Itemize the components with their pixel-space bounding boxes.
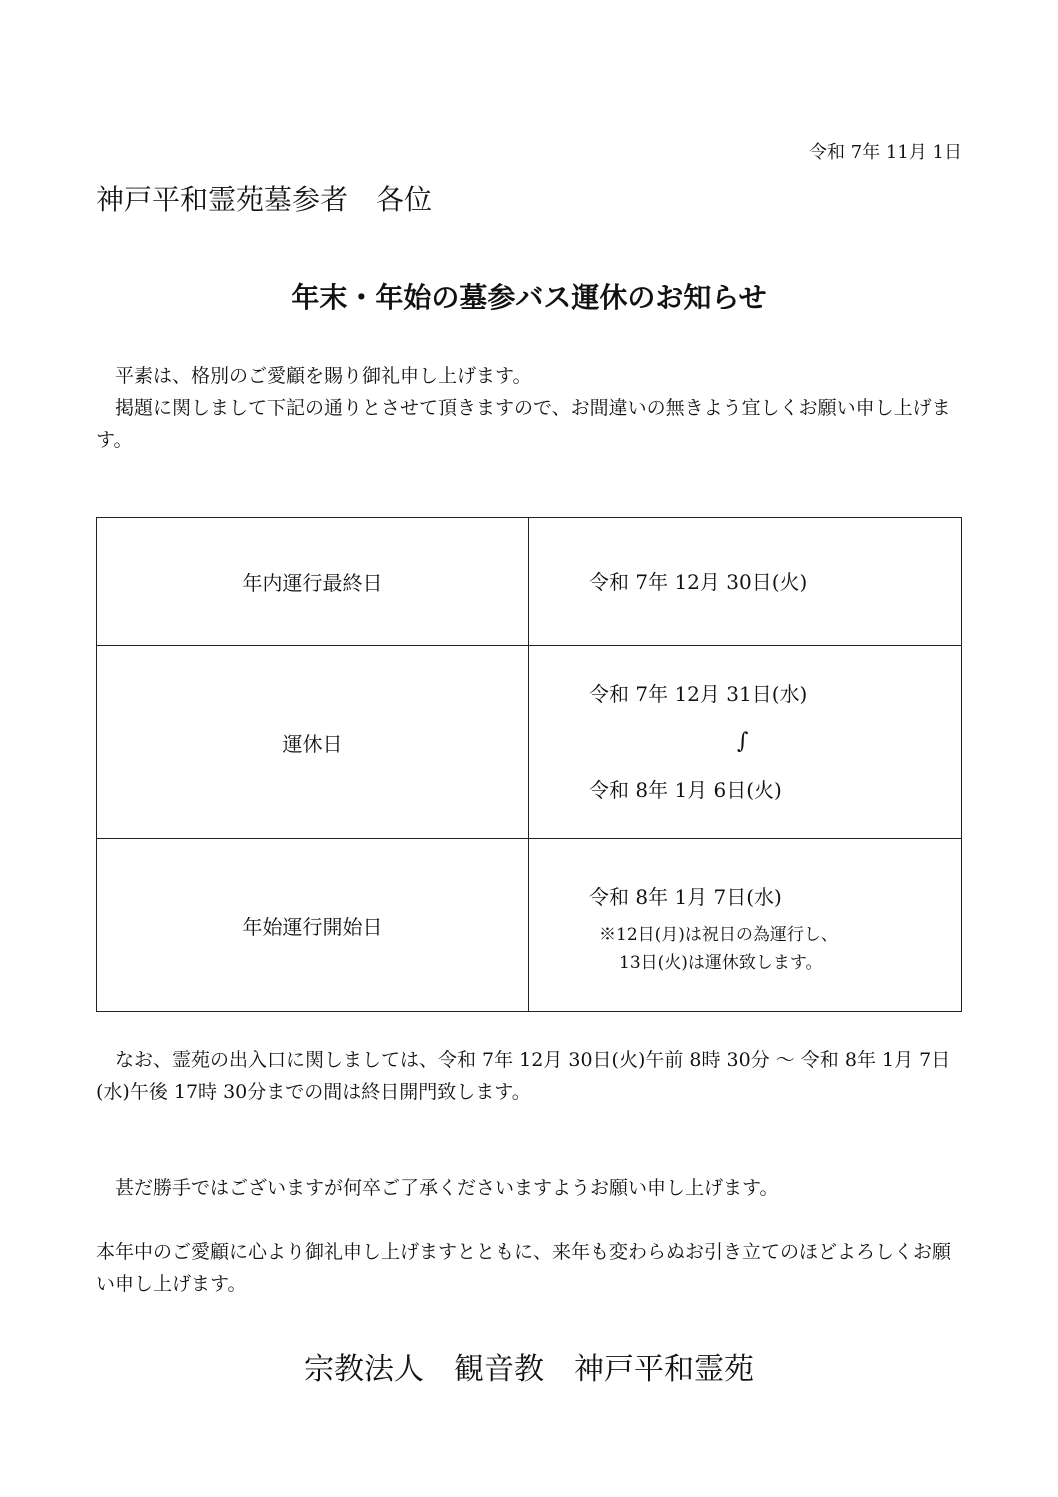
gate-notice: なお、霊苑の出入口に関しましては、令和 7年 12月 30日(火)午前 8時 30分 ～ 令和 8年 1月 7日(水)午後 17時 30分までの間は終日開門致します。: [96, 1049, 951, 1103]
note-line-2: 13日(火)は運休致します。: [619, 953, 823, 973]
row-value: 令和 7年 12月 30日(火): [529, 518, 962, 646]
notice-title: 年末・年始の墓参バス運休のお知らせ: [291, 281, 767, 314]
intro-line-2: 掲題に関しまして下記の通りとさせて頂きますので、お間違いの無きよう宜しくお願い申し上げます。: [96, 397, 951, 451]
row-label: 年内運行最終日: [97, 518, 529, 646]
table-row: [97, 518, 962, 646]
intro-line-1: 平素は、格別のご愛顧を賜り御礼申し上げます。: [96, 365, 532, 387]
note-line-1: ※12日(月)は祝日の為運行し、: [599, 925, 838, 945]
range-symbol: ∫: [737, 729, 749, 754]
row-value: 令和 8年 1月 7日(水) ※12日(月)は祝日の為運行し、 13日(火)は運休致します。: [529, 839, 962, 1012]
schedule-table: [96, 517, 962, 1012]
signature: 宗教法人 観音教 神戸平和霊苑: [304, 1352, 754, 1387]
table-row: [97, 839, 962, 1012]
apology: 甚だ勝手ではございますが何卒ご了承くださいますようお願い申し上げます。: [96, 1177, 779, 1199]
closing: 本年中のご愛顧に心より御礼申し上げますとともに、来年も変わらぬお引き立てのほどよろしくお願い申し上げます。: [96, 1241, 952, 1295]
row-label: 年始運行開始日: [97, 839, 529, 1012]
table-row: [97, 646, 962, 839]
row-label: 運休日: [97, 646, 529, 839]
addressee: 神戸平和霊苑墓参者 各位: [96, 183, 433, 216]
row-value: [529, 646, 962, 839]
range-end: 令和 8年 1月 6日(火): [589, 778, 782, 802]
range-start: 令和 7年 12月 31日(水): [589, 682, 808, 706]
intro-paragraph: [96, 360, 966, 456]
document-date: 令和 7年 11月 1日: [809, 142, 962, 163]
